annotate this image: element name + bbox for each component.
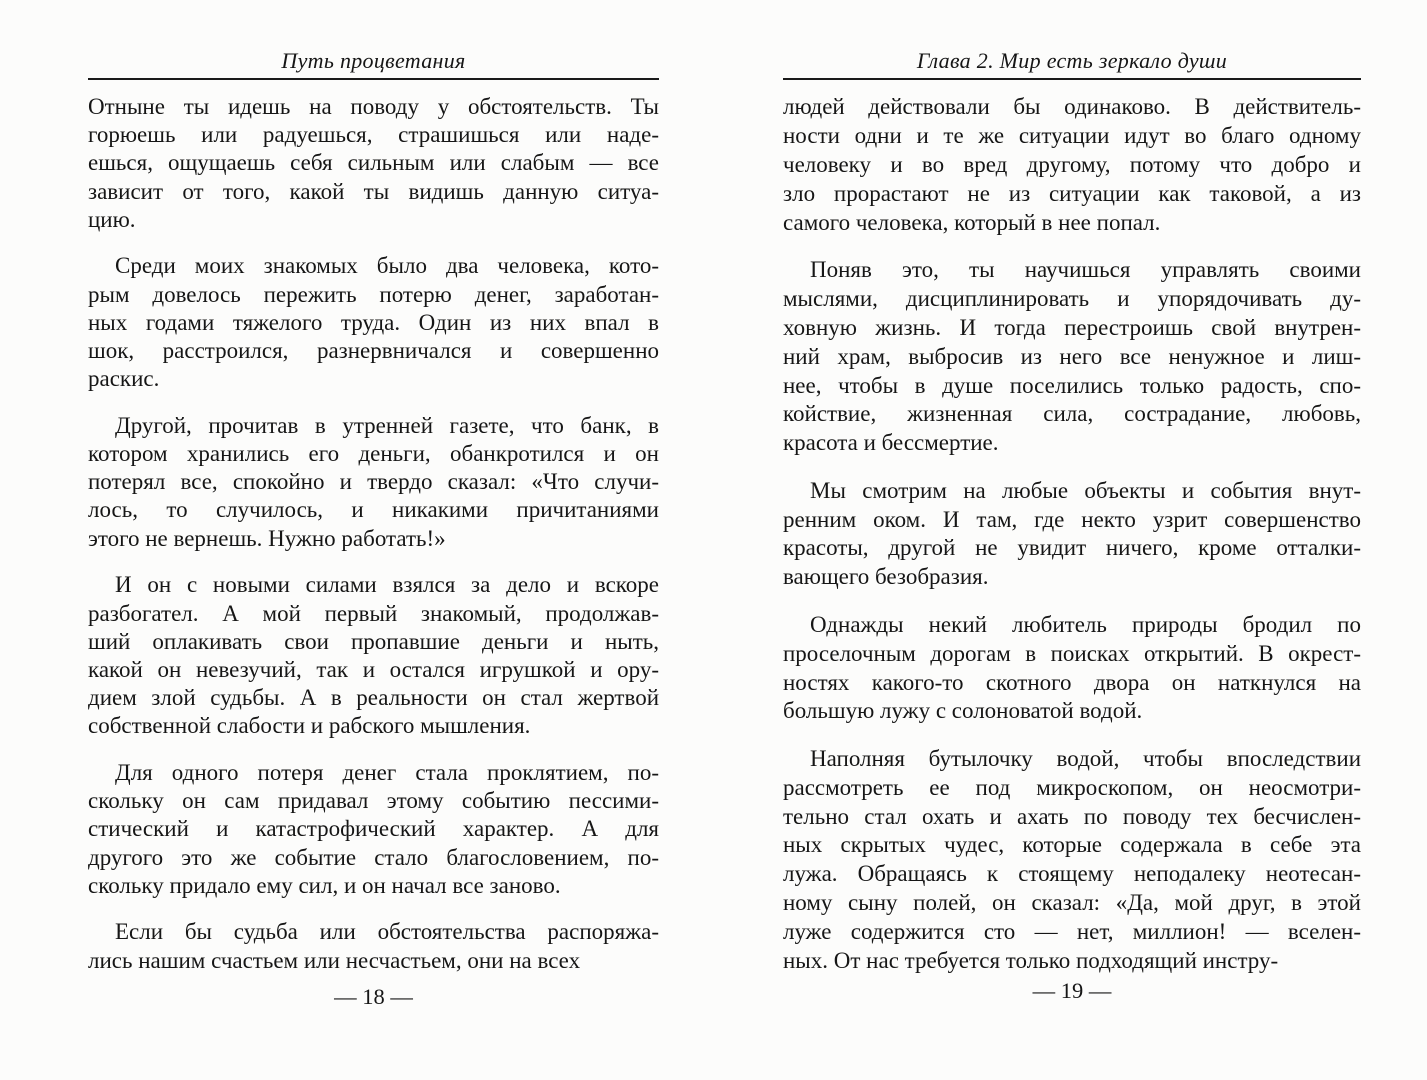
text-line: самого человека, который в нее попал. [783,209,1161,235]
text-line: луже содержится сто — нет, миллион! — вселен- [783,919,1361,945]
text-line: зло прорастают не из ситуации как таковой, а из [783,180,1361,206]
text-line: людей действовали бы одинаково. В действитель- [783,94,1361,119]
paragraph [88,918,659,974]
right-header-rule [783,78,1361,80]
text-line: разбогател. А мой первый знакомый, продолжав- [88,600,659,626]
text-line: красота и бессмертие. [783,430,999,456]
page-left [88,48,659,1009]
paragraph [88,571,659,740]
right-running-head [783,48,1361,80]
text-line: Однажды некий любитель природы бродил по [810,611,1361,637]
right-page-body [783,93,1361,976]
text-line: человеку и во вред другому, потому что добро и [783,151,1361,177]
text-line: Среди моих знакомых было два человека, кото- [115,253,659,279]
text-line: ешься, ощущаешь себя сильным или слабым — все [88,150,659,176]
text-line: стический и катастрофический характер. А для [88,816,659,842]
text-line: Если бы судьба или обстоятельства распоряжа- [115,919,659,945]
text-line: ности одни и те же ситуации идут во благо одному [783,122,1361,148]
right-page-number: — 19 — [1032,978,1112,1003]
right-running-head-text: Глава 2. Мир есть зеркало души [916,48,1228,73]
paragraph [88,759,659,900]
text-line: ных годами тяжелого труда. Один из них впал в [88,309,659,335]
paragraph [783,256,1361,458]
text-line: другого это же событие стало благословением, по- [88,844,659,870]
paragraph [783,745,1361,976]
text-line: ных. От нас требуется только подходящий инстру- [783,948,1279,974]
text-line: рассмотреть ее под микроскопом, он неосмотри- [783,774,1361,800]
left-header-rule [88,78,659,80]
paragraph [783,93,1361,237]
text-line: горюешь или радуешься, страшишься или наде- [88,122,659,148]
text-line: собственной слабости и рабского мышления. [88,713,531,739]
text-line: Для одного потеря денег стала проклятием, по- [115,759,659,785]
paragraph [88,93,659,234]
text-line: тельно стал охать и ахать по поводу тех бесчислен- [783,803,1361,829]
text-line: Отныне ты идешь на поводу у обстоятельств. Ты [88,94,659,119]
text-line: Мы смотрим на любые объекты и события внут- [810,477,1361,503]
text-line: вающего безобразия. [783,564,989,590]
text-line: лись нашим счастьем или несчастьем, они на всех [88,947,581,973]
text-line: раскис. [88,366,160,392]
text-line: Поняв это, ты научишься управлять своими [810,256,1361,282]
text-line: дием злой судьбы. А в реальности он стал жертвой [88,685,659,711]
text-line: ному сыну полей, он сказал: «Да, мой друг, в этой [783,890,1361,916]
text-line: койствие, жизненная сила, сострадание, любовь, [783,401,1361,427]
text-line: ший оплакивать свои пропавшие деньги и ныть, [88,628,659,654]
text-line: Наполняя бутылочку водой, чтобы впоследствии [810,745,1361,771]
left-running-head [88,48,659,80]
text-line: этого не вернешь. Нужно работать!» [88,525,446,551]
text-line: какой он невезучий, так и остался игрушкой и ору- [88,656,659,682]
text-line: рым довелось пережить потерю денег, заработан- [88,281,659,307]
paragraph [783,477,1361,593]
text-line: ренним оком. И там, где некто узрит совершенство [783,506,1361,532]
text-line: нее, чтобы в душе поселились только радость, спо- [783,372,1361,398]
text-line: зависит от того, какой ты видишь данную ситуа- [88,178,659,204]
text-line: ний храм, выбросив из него все ненужное и лиш- [783,343,1361,369]
text-line: И он с новыми силами взялся за дело и вскоре [115,572,659,598]
text-line: Другой, прочитав в утренней газете, что банк, в [115,412,659,438]
text-line: мыслями, дисциплинировать и упорядочивать ду- [783,285,1361,311]
text-line: лось, то случилось, и никакими причитаниями [88,497,659,523]
text-line: скольку придало ему сил, и он начал все заново. [88,872,561,898]
text-line: цию. [88,206,136,232]
text-line: скольку он сам придавал этому событию пессими- [88,788,659,814]
paragraph [88,412,659,553]
text-line: ных скрытых чудес, которые содержала в себе эта [783,832,1361,858]
text-line: потерял все, спокойно и твердо сказал: «Что случи- [88,469,659,495]
text-line: большую лужу с солоноватой водой. [783,698,1143,724]
text-line: проселочным дорогам в поисках открытий. В окрест- [783,640,1361,666]
paragraph [783,611,1361,727]
left-running-head-text: Путь процветания [281,48,466,73]
text-line: шок, расстроился, разнервничался и совершенно [88,338,659,363]
text-line: ностях какого-то скотного двора он наткнулся на [783,669,1361,695]
left-page-number: — 18 — [334,984,413,1009]
text-line: лужа. Обращаясь к стоящему неподалеку неотесан- [783,861,1361,887]
left-page-body [88,93,659,975]
text-line: ховную жизнь. И тогда перестроишь свой внутрен- [783,314,1361,340]
text-line: красоты, другой не увидит ничего, кроме отталки- [783,535,1361,561]
page-right [783,48,1361,1003]
paragraph [88,252,659,393]
text-line: котором хранились его деньги, обанкротился и он [88,441,659,467]
